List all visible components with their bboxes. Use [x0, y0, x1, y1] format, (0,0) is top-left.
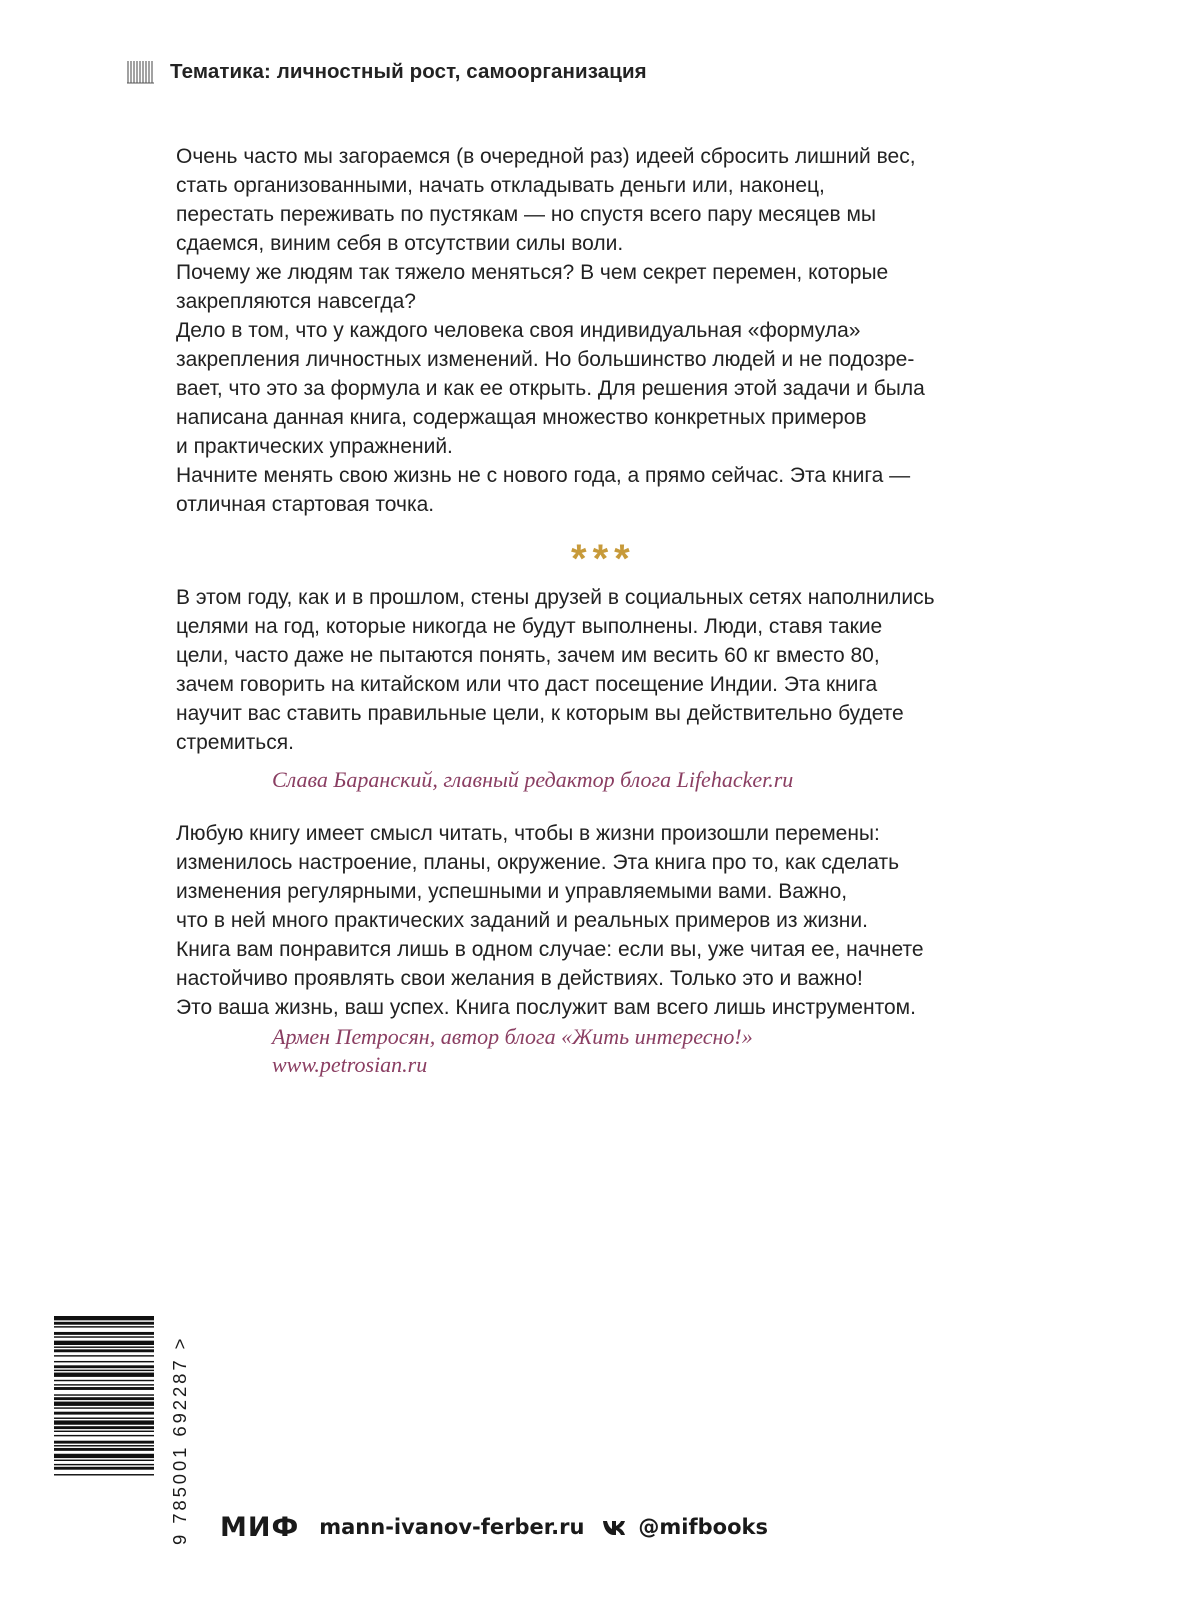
text-line: стать организованными, начать откладывать деньги или, наконец,	[176, 174, 825, 197]
barcode-bar	[54, 1332, 154, 1335]
barcode-bar	[54, 1402, 154, 1406]
barcode-bar	[54, 1431, 154, 1432]
isbn-digits: 9 785001 692287 >	[169, 1335, 190, 1545]
barcode-bar	[54, 1384, 154, 1385]
barcode-bar	[54, 1412, 154, 1415]
back-cover-text	[176, 142, 1076, 1079]
barcode-bar	[54, 1380, 154, 1381]
barcode-bar	[54, 1355, 154, 1356]
barcode-bar	[54, 1464, 154, 1465]
text-line: написана данная книга, содержащая множество конкретных примеров	[176, 406, 867, 429]
text-line: Почему же людям так тяжело меняться? В чем секрет перемен, которые	[176, 261, 889, 284]
text-line: цели, часто даже не пытаются понять, зачем им весить 60 кг вместо 80,	[176, 644, 880, 667]
barcode-bar	[54, 1454, 154, 1458]
topic-title: Тематика: личностный рост, самоорганизация	[170, 60, 647, 83]
barcode-bar	[54, 1445, 154, 1446]
text-line: настойчиво проявлять свои желания в действиях. Только это и важно!	[176, 967, 863, 990]
text-line: В этом году, как и в прошлом, стены друзей в социальных сетях наполнились	[176, 586, 935, 609]
text-line: Любую книгу имеет смысл читать, чтобы в жизни произошли перемены:	[176, 822, 880, 845]
text-line: отличная стартовая точка.	[176, 493, 435, 516]
publisher-site-link[interactable]: mann-ivanov-ferber.ru	[319, 1515, 585, 1539]
barcode-bar	[54, 1418, 154, 1419]
barcode-bar	[54, 1387, 154, 1390]
review-baransky	[176, 583, 1076, 794]
header	[126, 57, 647, 87]
barcode-bar	[54, 1460, 154, 1461]
vk-icon	[602, 1519, 628, 1535]
barcode-bar	[54, 1397, 154, 1400]
barcode-bar	[54, 1341, 154, 1345]
section-separator	[176, 519, 1076, 583]
text-line: изменилось настроение, планы, окружение. Эта книга про то, как сделать	[176, 851, 900, 874]
review-attribution: Армен Петросян, автор блога «Жить интересно!»	[272, 1024, 753, 1049]
barcode-bar	[54, 1336, 154, 1337]
text-line: Начните менять свою жизнь не с нового года, а прямо сейчас. Эта книга —	[176, 464, 911, 487]
barcode-bar	[54, 1370, 154, 1371]
social-handle-link[interactable]: @mifbooks	[638, 1515, 768, 1539]
barcode-bar	[54, 1326, 154, 1327]
barcode-bar	[54, 1346, 154, 1347]
books-icon	[126, 59, 156, 85]
text-line: научит вас ставить правильные цели, к которым вы действительно будете	[176, 702, 904, 725]
text-line: что в ней много практических заданий и реальных примеров из жизни.	[176, 909, 868, 932]
publisher-footer	[220, 1509, 768, 1545]
text-line: вает, что это за формула и как ее открыть. Для решения этой задачи и была	[176, 377, 925, 400]
barcode-bar	[54, 1361, 154, 1362]
review-petrosian	[176, 819, 1076, 1079]
text-line: зачем говорить на китайском или что даст посещение Индии. Эта книга	[176, 673, 878, 696]
text-line: и практических упражнений.	[176, 435, 453, 458]
barcode-bar	[54, 1316, 154, 1320]
author-website: www.petrosian.ru	[272, 1052, 428, 1077]
text-line: изменения регулярными, успешными и управляемыми вами. Важно,	[176, 880, 848, 903]
review-attribution: Слава Баранский, главный редактор блога Lifehacker.ru	[272, 767, 794, 792]
barcode-bar	[54, 1420, 154, 1424]
text-line: закрепляются навсегда?	[176, 290, 416, 313]
text-line: закрепления личностных изменений. Но большинство людей и не подозре-	[176, 348, 915, 371]
asterisk-divider: ***	[571, 537, 636, 581]
barcode-bar	[54, 1467, 154, 1470]
barcode-bar	[54, 1435, 154, 1436]
text-line: целями на год, которые никогда не будут выполнены. Люди, ставя такие	[176, 615, 883, 638]
text-line: сдаемся, виним себя в отсутствии силы воли.	[176, 232, 624, 255]
text-line: стремиться.	[176, 731, 294, 754]
barcode-bar	[54, 1426, 154, 1429]
barcode-bar	[54, 1394, 154, 1395]
text-line: Очень часто мы загораемся (в очередной раз) идеей сбросить лишний вес,	[176, 145, 916, 168]
barcode-bar	[54, 1448, 154, 1451]
text-line: Это ваша жизнь, ваш успех. Книга послужит вам всего лишь инструментом.	[176, 996, 916, 1019]
description	[176, 142, 1076, 519]
barcode-bar	[54, 1349, 154, 1352]
barcode-bar	[54, 1441, 154, 1444]
barcode-bar	[54, 1373, 154, 1377]
text-line: перестать переживать по пустякам — но спустя всего пару месяцев мы	[176, 203, 877, 226]
barcode-bar	[54, 1407, 154, 1408]
barcode-bar	[54, 1365, 154, 1368]
barcode-bar	[54, 1474, 154, 1475]
barcode-bar	[54, 1322, 154, 1325]
text-line: Книга вам понравится лишь в одном случае: если вы, уже читая ее, начнете	[176, 938, 924, 961]
barcode	[54, 1316, 154, 1542]
publisher-logo: МИФ	[220, 1511, 300, 1543]
text-line: Дело в том, что у каждого человека своя индивидуальная «формула»	[176, 319, 861, 342]
